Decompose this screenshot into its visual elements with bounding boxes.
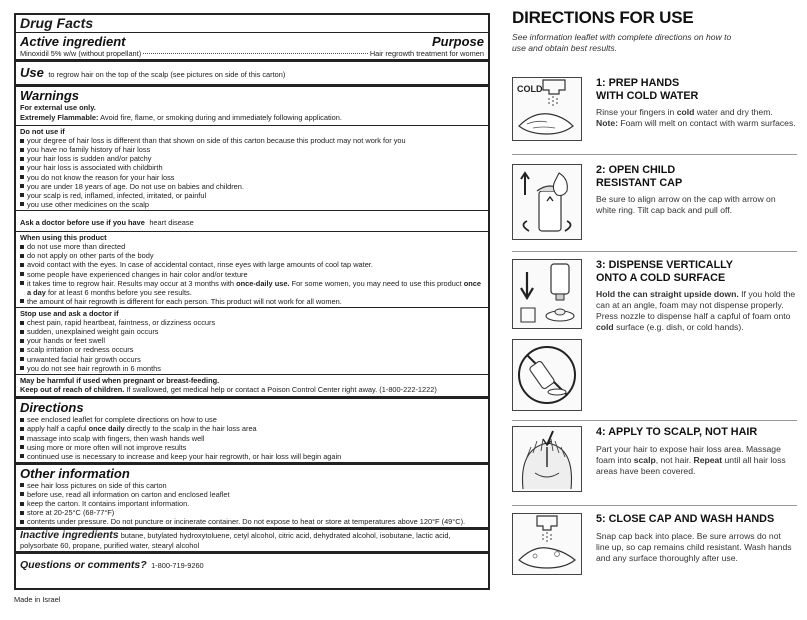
list-item: some people have experienced changes in hair color and/or texture [20,270,484,279]
direction-text: directly to the scalp in the hair loss area [126,424,257,434]
use-heading: Use [20,65,44,81]
list-item: sudden, unexplained weight gain occurs [20,327,484,336]
keep-out-label: Keep out of reach of children. [20,385,125,395]
divider [512,420,797,421]
inactive-heading: Inactive ingredients [20,529,119,542]
active-ingredient-heading: Active ingredient [20,34,126,49]
leader-dots [143,53,368,54]
keep-out-text: If swallowed, get medical help or contact a Poison Control Center right away. (1-800-222-1222) [126,385,437,395]
list-item: your degree of hair loss is different than that shown on side of this carton because this product may not work for you [20,136,484,145]
list-item: your hair loss is sudden and/or patchy [20,154,484,163]
directions-for-use-panel [512,8,797,612]
list-item: using more or more often will not improve results [20,443,484,452]
ask-doctor-label: Ask a doctor before use if you have [20,217,145,227]
months-bold: once-daily use. [236,278,290,288]
list-item: your hair loss is associated with childbirth [20,163,484,172]
list-item: continued use is necessary to increase and keep your hair regrowth, or hair loss will begin again [20,452,484,461]
ask-doctor-text: heart disease [149,217,194,227]
list-item: avoid contact with the eyes. In case of accidental contact, rinse eyes with large amounts of cool tap water. [20,260,484,269]
purpose-text: Hair regrowth treatment for women [369,49,484,58]
months-text: it takes time to regrow hair. Results may occur at 3 months with [27,278,235,288]
list-item: do not use more than directed [20,242,484,251]
list-item: see hair loss pictures on side of this carton [20,481,484,490]
step-3-title: 3: DISPENSE VERTICALLY ONTO A COLD SURFACE [596,259,733,284]
list-item: before use, read all information on carton and enclosed leaflet [20,490,484,499]
directions-heading: Directions [20,400,84,416]
when-using-list [20,242,484,306]
list-item: contents under pressure. Do not puncture or incinerate container. Do not expose to heat or store at temperatures above 120°F (49°C). [20,517,484,526]
when-using-heading: When using this product [20,232,107,242]
do-not-use-list [20,136,484,209]
months-text: For some women, you may need to use this product [291,278,462,288]
apply-scalp-icon [512,426,582,492]
step-4-title: 4: APPLY TO SCALP, NOT HAIR [596,426,758,438]
svg-text:COLD: COLD [517,84,543,94]
cold-water-hands-icon [512,77,582,141]
other-info-list [20,481,484,526]
step-1-title: 1: PREP HANDS WITH COLD WATER [596,77,699,102]
made-in: Made in Israel [14,595,61,604]
list-item: you have no family history of hair loss [20,145,484,154]
questions-heading: Questions or comments? [20,558,147,571]
external-use: For external use only. [20,103,96,113]
stop-use-list [20,318,484,373]
list-item [20,424,484,433]
list-item: your scalp is red, inflamed, infected, irritated, or painful [20,191,484,200]
flammable-label: Extremely Flammable: [20,112,99,122]
no-angle-dispense-icon [512,339,582,411]
step-2-title: 2: OPEN CHILD RESISTANT CAP [596,164,683,189]
list-item: do not apply on other parts of the body [20,251,484,260]
use-text: to regrow hair on the top of the scalp (see pictures on side of this carton) [48,70,286,80]
directions-intro: See information leaflet with complete directions on how to use and obtain best results. [512,32,732,53]
wash-hands-icon [512,513,582,575]
list-item: you do not know the reason for your hair loss [20,173,484,182]
list-item: you do not see hair regrowth in 6 months [20,364,484,373]
list-item: you are under 18 years of age. Do not use on babies and children. [20,182,484,191]
list-item: scalp irritation or redness occurs [20,345,484,354]
do-not-use-heading: Do not use if [20,126,65,136]
list-item: you use other medicines on the scalp [20,200,484,209]
drug-facts-panel [14,13,490,590]
list-item [20,279,484,297]
step-5-title: 5: CLOSE CAP AND WASH HANDS [596,513,775,525]
warnings-heading: Warnings [20,88,79,104]
direction-bold: once daily [88,424,125,434]
purpose-heading: Purpose [431,34,484,49]
dispense-vertical-icon [512,259,582,329]
list-item: your hands or feet swell [20,336,484,345]
pregnancy-warning: May be harmful if used when pregnant or breast-feeding. [20,375,220,385]
divider [512,505,797,506]
directions-list [20,415,484,460]
step-1-text: Rinse your fingers in cold water and dry them. Note: Foam will melt on contact with warm surfaces. [596,107,796,128]
list-item: unwanted facial hair growth occurs [20,355,484,364]
divider [512,154,797,155]
directions-title: DIRECTIONS FOR USE [512,8,694,27]
questions-phone: 1-800-719-9260 [151,560,204,570]
inactive-text: polysorbate 60, propane, purified water, stearyl alcohol [20,540,200,550]
other-info-heading: Other information [20,465,130,481]
months-bold: once a day [27,278,481,297]
step-4-text: Part your hair to expose hair loss area. Massage foam into scalp, not hair. Repeat until all hair loss areas have been covered. [596,443,786,476]
step-2-text: Be sure to align arrow on the cap with arrow on white ring. Tilt cap back and pull off. [596,194,776,215]
step-5-text: Snap cap back into place. Be sure arrows do not line up, so cap remains child resistant. Wash hands and any surface thoroughly after use. [596,530,792,563]
list-item: massage into scalp with fingers, then wash hands well [20,434,484,443]
divider [512,251,797,252]
list-item: see enclosed leaflet for complete directions on how to use [20,415,484,424]
active-ingredient: Minoxidil 5% w/w (without propellant) [20,49,142,58]
list-item: chest pain, rapid heartbeat, faintness, or dizziness occurs [20,318,484,327]
flammable-text: Avoid fire, flame, or smoking during and immediately following application. [100,112,342,122]
stop-use-heading: Stop use and ask a doctor if [20,308,119,318]
list-item: the amount of hair regrowth is different for each person. This product will not work for all women. [20,297,484,306]
inactive-text: butane, butylated hydroxytoluene, cetyl alcohol, citric acid, dehydrated alcohol, isobutane, lactic acid, [120,531,451,541]
months-text: for at least 6 months before you see results. [47,287,192,297]
drug-facts-title: Drug Facts [20,15,94,31]
list-item: store at 20-25°C (68-77°F) [20,508,484,517]
step-3-text: Hold the can straight upside down. If you hold the can at an angle, foam may not dispense properly. Press nozzle to dispense half a capful of foam onto cold surface (e.g. dish, or cold hands). [596,289,796,332]
open-cap-icon [512,164,582,240]
list-item: keep the carton. It contains important information. [20,499,484,508]
direction-text: apply half a capful [27,424,87,434]
